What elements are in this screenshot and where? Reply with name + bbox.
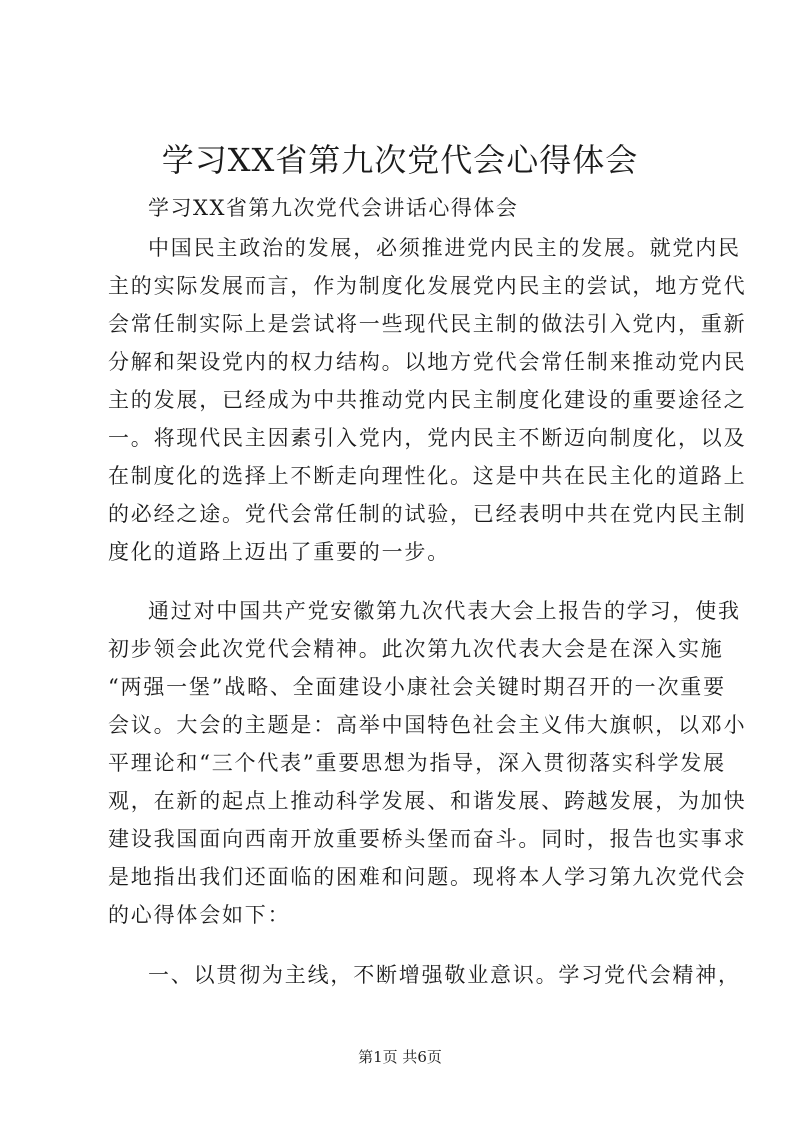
paragraph-line: 通过对中国共产党安徽第九次代表大会上报告的学习，使我 (148, 599, 741, 623)
paragraph-line: “两强一堡”战略、全面建设小康社会关键时期召开的一次重要 (108, 675, 726, 699)
paragraph-line: 分解和架设党内的权力结构。以地方党代会常任制来推动党内民 (108, 350, 747, 374)
paragraph-line: 中国民主政治的发展，必须推进党内民主的发展。就党内民 (148, 236, 741, 260)
paragraph-line: 初步领会此次党代会精神。此次第九次代表大会是在深入实施 (108, 637, 724, 661)
paragraph-line: 主的发展，已经成为中共推动党内民主制度化建设的重要途径之 (108, 388, 747, 412)
paragraph-line: 观，在新的起点上推动科学发展、和谐发展、跨越发展，为加快 (108, 789, 747, 813)
document-title: 学习XX省第九次党代会心得体会 (161, 141, 639, 179)
paragraph-line: 平理论和“三个代表”重要思想为指导，深入贯彻落实科学发展 (108, 751, 726, 775)
paragraph-line: 在制度化的选择上不断走向理性化。这是中共在民主化的道路上 (108, 464, 747, 488)
paragraph-line: 一。将现代民主因素引入党内，党内民主不断迈向制度化，以及 (108, 426, 747, 450)
paragraph-line: 的必经之途。党代会常任制的试验，已经表明中共在党内民主制 (108, 502, 747, 526)
document-subtitle: 学习XX省第九次党代会讲话心得体会 (148, 196, 519, 220)
paragraph-line: 是地指出我们还面临的困难和问题。现将本人学习第九次党代会 (108, 865, 747, 889)
paragraph-line: 度化的道路上迈出了重要的一步。 (108, 540, 450, 564)
paragraph-line: 的心得体会如下： (108, 903, 291, 927)
paragraph-line: 会常任制实际上是尝试将一些现代民主制的做法引入党内，重新 (108, 312, 747, 336)
paragraph-line: 会议。大会的主题是：高举中国特色社会主义伟大旗帜，以邓小 (108, 713, 747, 737)
paragraph-line: 一、以贯彻为主线，不断增强敬业意识。学习党代会精神， (148, 963, 741, 987)
paragraph-line: 建设我国面向西南开放重要桥头堡而奋斗。同时，报告也实事求 (108, 827, 747, 851)
paragraph-line: 主的实际发展而言，作为制度化发展党内民主的尝试，地方党代 (108, 274, 747, 298)
page-number: 第1页 共6页 (358, 1048, 442, 1066)
